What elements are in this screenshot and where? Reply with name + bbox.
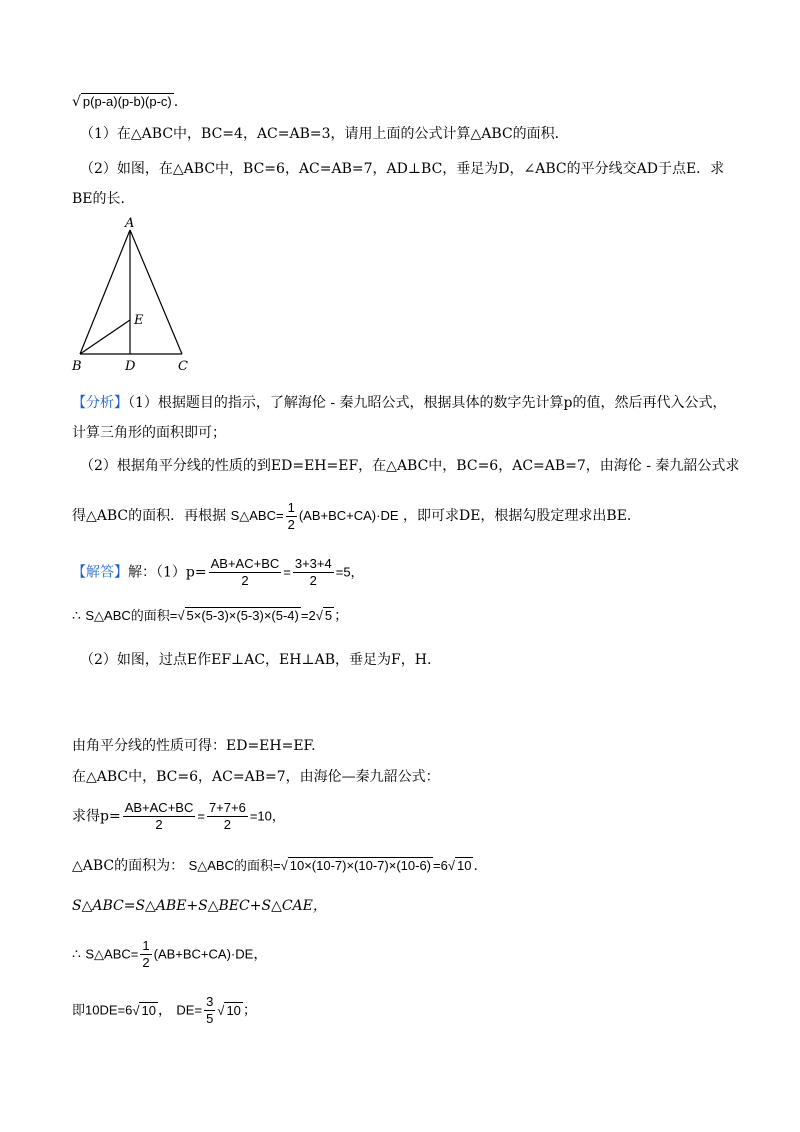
sqrt-ten-3: √ 10 [217,1002,241,1018]
fraction-three-fifths: $\frac{3}{5}$ [206,994,214,1026]
solution-line1: 【解答】解：（1）p= $\frac{AB+AC+BC}{2}$ = $\frac{3+3+4}{2}$ =5， [72,556,364,588]
analysis-line3: （2）根据角平分线的性质的到ED=EH=EF，在△ABC中，BC=6，AC=AB=7，由海伦 - 秦九韶公式求 [80,458,740,474]
sqrt-area2: √ 10×(10-7)×(10-7)×(10-6) [280,858,432,873]
fraction-p-value: $\frac{3+3+4}{2}$ [294,556,332,588]
analysis-line2: 计算三角形的面积即可； [72,425,226,441]
solution-line9: ∴ S△ABC= $\frac{1}{2}$ (AB+BC+CA)·DE， [72,938,268,970]
fraction-p-def-2: $\frac{AB+AC+BC}{2}$ [124,800,194,832]
solution-line7: △ABC的面积为： S△ABC的面积=√ 10×(10-7)×(10-7)×(10-6) =6√ 10 . [72,858,478,874]
solution-line2: ∴ S△ABC的面积=√ 5×(5-3)×(5-3)×(5-4) =2√ 5 ； [72,608,349,624]
fraction-half: $\frac{1}{2}$ [287,500,295,532]
analysis-line1: 【分析】（1）根据题目的指示，了解海伦 - 秦九昭公式，根据具体的数字先计算p的值，然后再代入公式， [72,395,727,411]
label-c: C [178,359,188,374]
analysis-area-formula: S△ABC= $\frac{1}{2}$ (AB+BC+CA)·DE [230,500,399,532]
sqrt-heron: √ p(p-a)(p-b)(p-c) [72,94,172,110]
problem-part2-line1: （2）如图，在△ABC中，BC=6，AC=AB=7，AD⊥BC，垂足为D，∠ABC的平分线交AD于点E．求 [80,161,725,177]
edge-ac [130,230,182,354]
label-b: B [72,359,82,374]
solution-tag: 【解答】 [72,564,128,581]
solution-line3: （2）如图，过点E作EF⊥AC，EH⊥AB，垂足为F，H. [80,652,432,668]
sqrt-ten: √ 10 [447,858,472,873]
solution-line8: S△ABC=S△ABE+S△BEC+S△CAE， [72,898,327,914]
edge-ab [80,230,130,354]
problem-part2-line2: BE的长． [72,191,135,207]
analysis-tag: 【分析】 [72,395,128,411]
solution-line5: 在△ABC中，BC=6，AC=AB=7，由海伦—秦九韶公式： [72,769,440,785]
analysis-line4: 得△ABC的面积．再根据 S△ABC= $\frac{1}{2}$ (AB+BC+CA)·DE ，即可求DE，根据勾股定理求出BE. [72,500,632,532]
fraction-half-2: $\frac{1}{2}$ [142,938,150,970]
label-a: A [125,216,135,231]
label-e: E [134,313,144,328]
problem-part1: （1）在△ABC中，BC=4，AC=AB=3，请用上面的公式计算△ABC的面积． [80,126,569,142]
fraction-p-def: $\frac{AB+AC+BC}{2}$ [210,556,280,588]
triangle-figure [66,212,206,377]
fraction-p-value-2: $\frac{7+7+6}{2}$ [208,800,246,832]
sqrt-five: √ 5 [315,608,333,623]
label-d: D [125,359,136,374]
top-formula: √ p(p-a)(p-b)(p-c) . [72,94,179,110]
sqrt-area1: √ 5×(5-3)×(5-3)×(5-4) [177,608,299,623]
solution-line4: 由角平分线的性质可得：ED=EH=EF. [72,738,316,754]
sqrt-ten-2: √ 10 [132,1002,156,1018]
solution-line6: 求得p= $\frac{AB+AC+BC}{2}$ = $\frac{7+7+6}{2}$ =10， [72,800,285,832]
solution-line10: 即10DE=6√ 10 ， DE= $\frac{3}{5}$ √ 10 ； [72,994,257,1026]
